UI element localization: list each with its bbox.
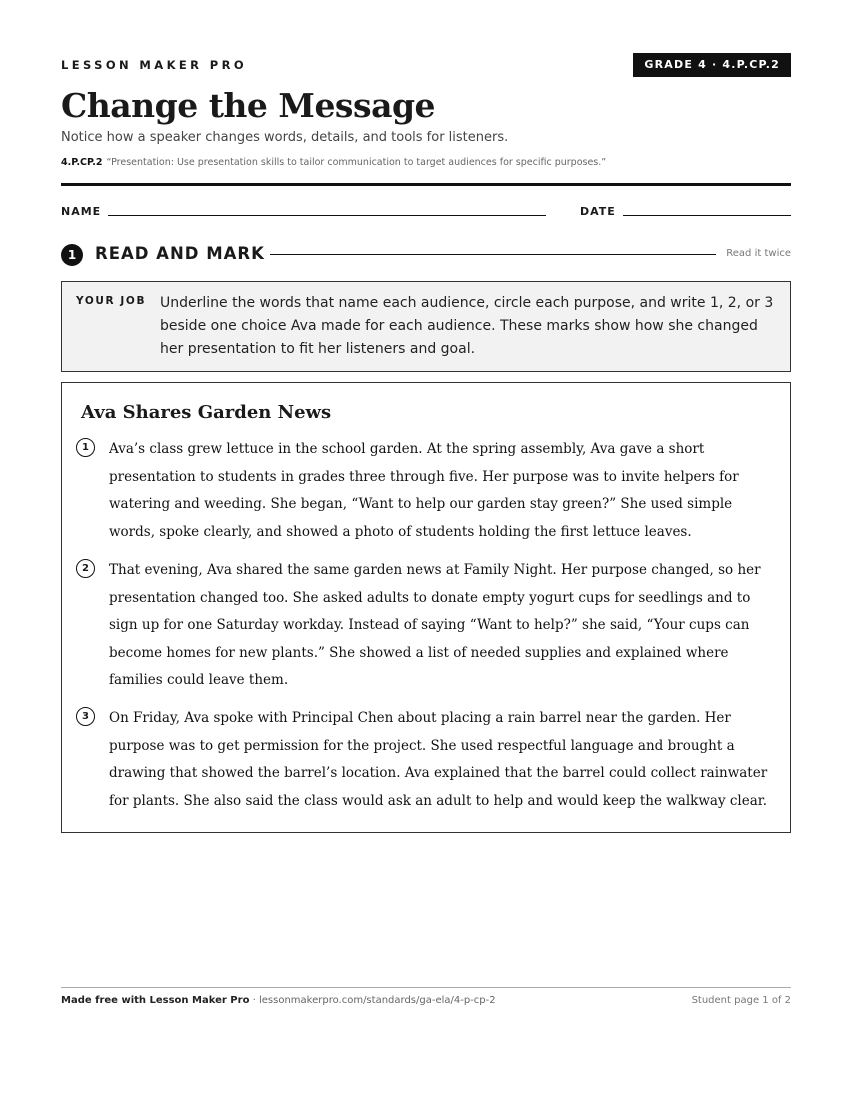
your-job-text: Underline the words that name each audience, circle each purpose, and write 1, 2, or 3 beside one choice Ava made for each audience. These marks show how she changed her presentation to fit her listeners and goal. bbox=[160, 295, 774, 357]
standard-text: “Presentation: Use presentation skills to tailor communication to target audiences for specific purposes.” bbox=[106, 157, 607, 168]
brand-name: LESSON MAKER PRO bbox=[61, 58, 248, 72]
footer-url[interactable]: · lessonmakerpro.com/standards/ga-ela/4-p-cp-2 bbox=[249, 995, 496, 1006]
section-number-badge: 1 bbox=[61, 244, 83, 266]
name-label: NAME bbox=[61, 205, 102, 218]
story-title: Ava Shares Garden News bbox=[81, 402, 332, 423]
worksheet-page bbox=[61, 0, 791, 1100]
footer-made-with: Made free with Lesson Maker Pro bbox=[61, 995, 250, 1006]
name-date-row bbox=[61, 205, 791, 219]
name-field[interactable] bbox=[108, 215, 546, 216]
date-field[interactable] bbox=[623, 215, 791, 216]
standard-line bbox=[61, 157, 606, 168]
grade-badge: GRADE 4 · 4.P.CP.2 bbox=[633, 53, 791, 77]
your-job-box bbox=[61, 281, 791, 372]
standard-code: 4.P.CP.2 bbox=[61, 157, 103, 168]
section-heading bbox=[61, 243, 791, 267]
footer-credit bbox=[61, 995, 496, 1006]
story-box bbox=[61, 382, 791, 833]
paragraph-2: That evening, Ava shared the same garden news at Family Night. Her purpose changed, so her presentation changed too. She asked adults to donate empty yogurt cups for seedlings and to sign up for one Saturday workday. Instead of saying “Want to help?” she said, “Your cups can become homes for new plants.” She showed a list of needed supplies and explained where families could leave them. bbox=[109, 562, 761, 688]
date-label: DATE bbox=[580, 205, 616, 218]
paragraph-number-1: 1 bbox=[76, 438, 95, 457]
footer-divider bbox=[61, 987, 791, 988]
page-subtitle: Notice how a speaker changes words, details, and tools for listeners. bbox=[61, 130, 509, 145]
paragraph-3: On Friday, Ava spoke with Principal Chen about placing a rain barrel near the garden. Her purpose was to get permission for the project. She used respectful language and brought a drawing that showed the barrel’s location. Ava explained that the barrel could collect rainwater for plants. She also said the class would ask an adult to help and would keep the walkway clear. bbox=[109, 710, 768, 809]
paragraph-number-3: 3 bbox=[76, 707, 95, 726]
section-divider bbox=[270, 254, 716, 255]
header-divider bbox=[61, 183, 791, 186]
paragraph-number-2: 2 bbox=[76, 559, 95, 578]
page-title: Change the Message bbox=[61, 86, 436, 125]
your-job-label: YOUR JOB bbox=[76, 295, 147, 307]
section-note: Read it twice bbox=[726, 248, 791, 259]
footer-page-number: Student page 1 of 2 bbox=[691, 995, 791, 1006]
paragraph-1: Ava’s class grew lettuce in the school garden. At the spring assembly, Ava gave a short presentation to students in grades three through five. Her purpose was to invite helpers for watering and weeding. She began, “Want to help our garden stay green?” She used simple words, spoke clearly, and showed a photo of students holding the first lettuce leaves. bbox=[109, 441, 739, 540]
section-title: READ AND MARK bbox=[95, 244, 265, 263]
